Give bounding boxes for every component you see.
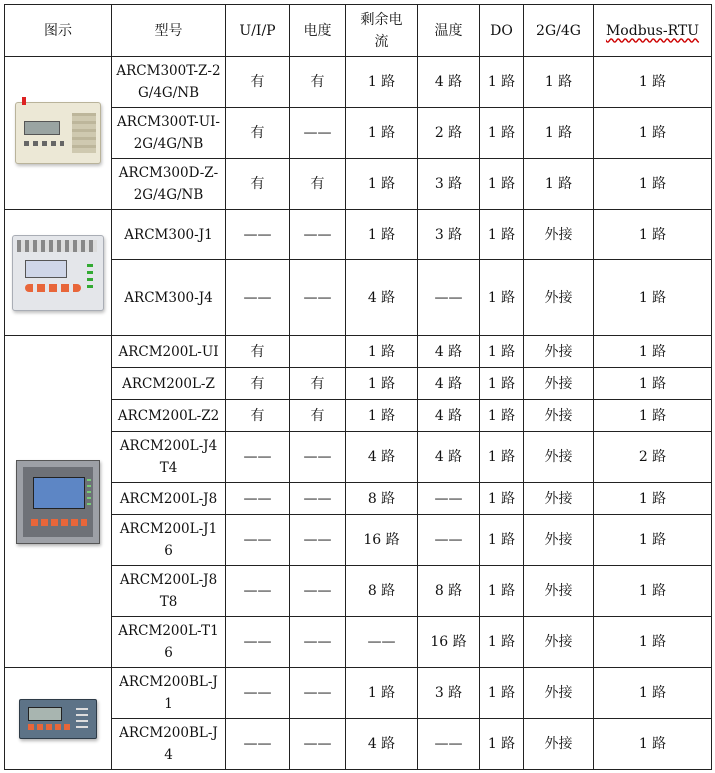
net-cell: 外接 (524, 400, 594, 432)
residual-cell: 4 路 (346, 260, 418, 336)
table-row (5, 668, 712, 719)
din-rail-beige-meter-icon (15, 102, 101, 164)
net-cell: 1 路 (524, 159, 594, 210)
do-cell: 1 路 (480, 719, 524, 770)
ui-cell: 有 (226, 336, 290, 368)
residual-cell: —— (346, 617, 418, 668)
net-cell: 外接 (524, 368, 594, 400)
model-cell: ARCM200L-J4T4 (112, 432, 226, 483)
energy-cell: 有 (290, 159, 346, 210)
modbus-cell: 1 路 (594, 400, 712, 432)
net-cell: 1 路 (524, 108, 594, 159)
temp-cell: 3 路 (418, 668, 480, 719)
net-cell: 外接 (524, 617, 594, 668)
do-cell: 1 路 (480, 210, 524, 260)
residual-cell: 4 路 (346, 432, 418, 483)
temp-cell: —— (418, 719, 480, 770)
temp-cell: 4 路 (418, 336, 480, 368)
temp-cell: —— (418, 515, 480, 566)
model-cell: ARCM200BL-J1 (112, 668, 226, 719)
table-row (5, 515, 712, 566)
ui-cell: —— (226, 566, 290, 617)
do-cell: 1 路 (480, 336, 524, 368)
residual-cell: 1 路 (346, 336, 418, 368)
model-cell: ARCM200L-J8T8 (112, 566, 226, 617)
modbus-cell: 1 路 (594, 336, 712, 368)
ui-cell: 有 (226, 57, 290, 108)
residual-cell: 16 路 (346, 515, 418, 566)
do-cell: 1 路 (480, 432, 524, 483)
net-cell: 外接 (524, 483, 594, 515)
modbus-cell: 1 路 (594, 719, 712, 770)
model-cell: ARCM300T-UI-2G/4G/NB (112, 108, 226, 159)
do-cell: 1 路 (480, 159, 524, 210)
model-cell: ARCM300-J1 (112, 210, 226, 260)
header-network: 2G/4G (524, 5, 594, 57)
din-rail-grey-meter-icon (12, 235, 104, 311)
net-cell: 外接 (524, 719, 594, 770)
modbus-cell: 1 路 (594, 159, 712, 210)
model-cell: ARCM300D-Z-2G/4G/NB (112, 159, 226, 210)
energy-cell: 有 (290, 368, 346, 400)
modbus-cell: 1 路 (594, 483, 712, 515)
model-cell: ARCM200L-Z2 (112, 400, 226, 432)
residual-cell: 8 路 (346, 566, 418, 617)
do-cell: 1 路 (480, 260, 524, 336)
temp-cell: 3 路 (418, 210, 480, 260)
header-image: 图示 (5, 5, 112, 57)
table-row (5, 57, 712, 108)
energy-cell: —— (290, 260, 346, 336)
do-cell: 1 路 (480, 368, 524, 400)
energy-cell: —— (290, 668, 346, 719)
header-residual-line2: 流 (374, 33, 389, 50)
energy-cell: —— (290, 515, 346, 566)
model-cell: ARCM200L-Z (112, 368, 226, 400)
energy-cell: 有 (290, 400, 346, 432)
temp-cell: —— (418, 260, 480, 336)
residual-cell: 1 路 (346, 668, 418, 719)
table-row (5, 260, 712, 336)
net-cell: 外接 (524, 515, 594, 566)
do-cell: 1 路 (480, 668, 524, 719)
header-temperature: 温度 (418, 5, 480, 57)
table-row (5, 719, 712, 770)
do-cell: 1 路 (480, 566, 524, 617)
device-image-cell (5, 57, 112, 210)
net-cell: 外接 (524, 210, 594, 260)
model-cell: ARCM200BL-J4 (112, 719, 226, 770)
residual-cell: 4 路 (346, 719, 418, 770)
do-cell: 1 路 (480, 108, 524, 159)
energy-cell: —— (290, 432, 346, 483)
modbus-cell: 1 路 (594, 368, 712, 400)
panel-meter-icon (16, 460, 100, 544)
residual-cell: 1 路 (346, 368, 418, 400)
energy-cell: —— (290, 566, 346, 617)
temp-cell: 4 路 (418, 57, 480, 108)
model-cell: ARCM200L-T16 (112, 617, 226, 668)
device-image-cell (5, 336, 112, 668)
temp-cell: 4 路 (418, 368, 480, 400)
header-modbus (594, 5, 712, 57)
table-row (5, 566, 712, 617)
net-cell: 外接 (524, 668, 594, 719)
energy-cell: —— (290, 108, 346, 159)
header-do: DO (480, 5, 524, 57)
residual-cell: 1 路 (346, 400, 418, 432)
modbus-cell: 1 路 (594, 210, 712, 260)
energy-cell: —— (290, 719, 346, 770)
table-row (5, 483, 712, 515)
header-model: 型号 (112, 5, 226, 57)
energy-cell (290, 336, 346, 368)
ui-cell: —— (226, 515, 290, 566)
ui-cell: 有 (226, 159, 290, 210)
modbus-cell: 1 路 (594, 57, 712, 108)
modbus-cell: 1 路 (594, 260, 712, 336)
header-uip: U/I/P (226, 5, 290, 57)
modbus-cell: 1 路 (594, 617, 712, 668)
net-cell: 1 路 (524, 57, 594, 108)
energy-cell: —— (290, 617, 346, 668)
do-cell: 1 路 (480, 617, 524, 668)
device-image-cell (5, 668, 112, 770)
ui-cell: —— (226, 432, 290, 483)
model-cell: ARCM200L-J16 (112, 515, 226, 566)
energy-cell: —— (290, 483, 346, 515)
residual-cell: 1 路 (346, 210, 418, 260)
model-cell: ARCM200L-UI (112, 336, 226, 368)
header-row (5, 5, 712, 57)
temp-cell: 8 路 (418, 566, 480, 617)
energy-cell: —— (290, 210, 346, 260)
model-cell: ARCM300T-Z-2G/4G/NB (112, 57, 226, 108)
modbus-cell: 1 路 (594, 566, 712, 617)
residual-cell: 1 路 (346, 57, 418, 108)
table-row (5, 210, 712, 260)
temp-cell: 4 路 (418, 400, 480, 432)
do-cell: 1 路 (480, 57, 524, 108)
device-image-cell (5, 210, 112, 336)
do-cell: 1 路 (480, 400, 524, 432)
modbus-cell: 1 路 (594, 515, 712, 566)
flat-panel-meter-icon (19, 699, 97, 739)
ui-cell: —— (226, 210, 290, 260)
table-row (5, 432, 712, 483)
do-cell: 1 路 (480, 515, 524, 566)
ui-cell: —— (226, 483, 290, 515)
ui-cell: —— (226, 719, 290, 770)
net-cell: 外接 (524, 336, 594, 368)
model-cell: ARCM300-J4 (112, 260, 226, 336)
table-row (5, 159, 712, 210)
modbus-cell: 2 路 (594, 432, 712, 483)
ui-cell: —— (226, 260, 290, 336)
product-spec-table (4, 4, 712, 770)
temp-cell: —— (418, 483, 480, 515)
net-cell: 外接 (524, 432, 594, 483)
table-row (5, 336, 712, 368)
net-cell: 外接 (524, 566, 594, 617)
modbus-cell: 1 路 (594, 668, 712, 719)
ui-cell: 有 (226, 368, 290, 400)
table-row (5, 108, 712, 159)
ui-cell: 有 (226, 108, 290, 159)
residual-cell: 8 路 (346, 483, 418, 515)
ui-cell: —— (226, 617, 290, 668)
modbus-cell: 1 路 (594, 108, 712, 159)
header-residual-line1: 剩余电 (360, 11, 403, 28)
header-energy: 电度 (290, 5, 346, 57)
temp-cell: 16 路 (418, 617, 480, 668)
table-row (5, 368, 712, 400)
residual-cell: 1 路 (346, 108, 418, 159)
ui-cell: 有 (226, 400, 290, 432)
table-row (5, 617, 712, 668)
ui-cell: —— (226, 668, 290, 719)
temp-cell: 3 路 (418, 159, 480, 210)
temp-cell: 4 路 (418, 432, 480, 483)
energy-cell: 有 (290, 57, 346, 108)
header-modbus-text: Modbus-RTU (605, 22, 700, 39)
net-cell: 外接 (524, 260, 594, 336)
residual-cell: 1 路 (346, 159, 418, 210)
temp-cell: 2 路 (418, 108, 480, 159)
do-cell: 1 路 (480, 483, 524, 515)
table-row (5, 400, 712, 432)
header-residual-current (346, 5, 418, 57)
model-cell: ARCM200L-J8 (112, 483, 226, 515)
